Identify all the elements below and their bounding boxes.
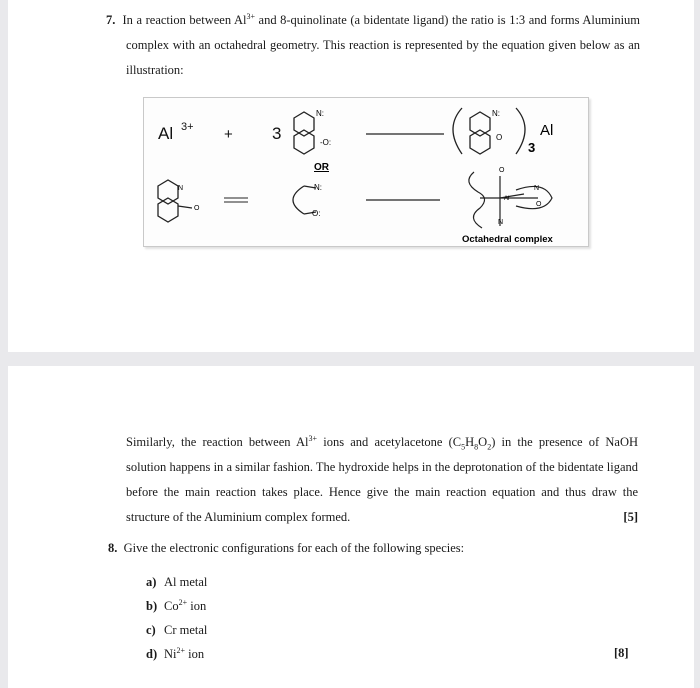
ligand-resonance-icon xyxy=(158,180,192,222)
quinolinate-ligand-icon xyxy=(294,112,314,154)
al-charge: 3+ xyxy=(246,11,255,21)
resonance-o-label: O xyxy=(194,205,200,212)
octa-n-right: N xyxy=(534,185,540,192)
subquestion-b xyxy=(146,598,206,614)
octahedral-complex-icon xyxy=(469,172,552,228)
subquestion-text: Co xyxy=(164,599,179,613)
subquestion-d xyxy=(146,646,204,662)
subquestion-c xyxy=(146,622,207,638)
mark-5: [5] xyxy=(623,510,638,524)
question-7-body xyxy=(106,8,640,83)
product-complex-icon xyxy=(453,108,525,154)
subquestion-text: Al metal xyxy=(164,575,208,589)
al-ion-symbol: Al xyxy=(158,124,174,143)
question-8-number: 8. xyxy=(108,541,118,555)
question-7 xyxy=(106,8,640,83)
subquestion-label: b) xyxy=(146,599,158,613)
subquestion-text: Cr metal xyxy=(164,623,208,637)
product-o-label: O xyxy=(496,133,503,142)
product-metal: Al xyxy=(540,122,554,139)
subquestion-label: d) xyxy=(146,647,158,661)
subquestion-label: c) xyxy=(146,623,156,637)
subquestion-suffix: ion xyxy=(187,599,207,613)
ligand-n-label: N: xyxy=(316,109,324,118)
reaction-diagram xyxy=(144,98,590,248)
octa-o-right: O xyxy=(536,201,542,208)
acac-al-charge: 3+ xyxy=(308,433,318,443)
question-8-text: Give the electronic configurations for each of the following species: xyxy=(123,541,465,555)
acac-question xyxy=(126,430,638,530)
octa-metal: Al xyxy=(504,196,510,202)
question-7-text-a: In a reaction between Al xyxy=(122,13,247,27)
co-charge: 2+ xyxy=(178,597,188,607)
or-label: OR xyxy=(314,162,329,173)
question-7-number: 7. xyxy=(106,13,116,27)
subquestion-text: Ni xyxy=(164,647,177,661)
subquestion-suffix: ion xyxy=(185,647,205,661)
h-subscript: 8 xyxy=(474,442,479,452)
plus-sign: + xyxy=(224,126,233,143)
chelate-n-label: N: xyxy=(314,183,322,192)
product-n-label: N: xyxy=(492,109,500,118)
octa-o-top: O xyxy=(499,167,505,174)
o-subscript: 2 xyxy=(487,442,492,452)
acac-text-b: ions and acetylacetone (C xyxy=(317,435,462,449)
stoich-coefficient: 3 xyxy=(272,124,282,143)
ligand-o-label: -O: xyxy=(320,138,332,147)
question-7-text-b: and 8-quinolinate (a bidentate ligand) the ratio is 1:3 and forms Aluminium complex with an octahedral geometry. This reaction is represented by the equation given below as an illustration: xyxy=(126,13,641,77)
h-symbol: H xyxy=(465,435,475,449)
question-8 xyxy=(108,536,608,561)
o-symbol: O xyxy=(478,435,488,449)
resonance-n-label: N xyxy=(178,185,184,192)
acac-text-c: ) in the presence of NaOH solution happens in a similar fashion. The hydroxide helps in the deprotonation of the bidentate ligand before the main reaction takes place. Hence give the main reaction equation and thus draw the structure of the Aluminium complex formed. xyxy=(126,435,638,524)
ni-charge: 2+ xyxy=(176,645,186,655)
mark-8: [8] xyxy=(614,646,629,660)
chelate-o-label: O: xyxy=(312,209,321,218)
subquestion-a xyxy=(146,574,207,590)
al-ion-charge: 3+ xyxy=(181,121,194,133)
page-one xyxy=(8,0,694,352)
figure-caption: Octahedral complex xyxy=(462,234,553,245)
octa-n-bottom: N xyxy=(498,219,504,226)
product-subscript: 3 xyxy=(528,140,536,155)
c-subscript: 5 xyxy=(461,442,466,452)
subquestion-label: a) xyxy=(146,575,157,589)
page-two xyxy=(8,366,694,688)
reaction-figure xyxy=(143,97,589,247)
acac-text-a: Similarly, the reaction between Al xyxy=(126,435,309,449)
